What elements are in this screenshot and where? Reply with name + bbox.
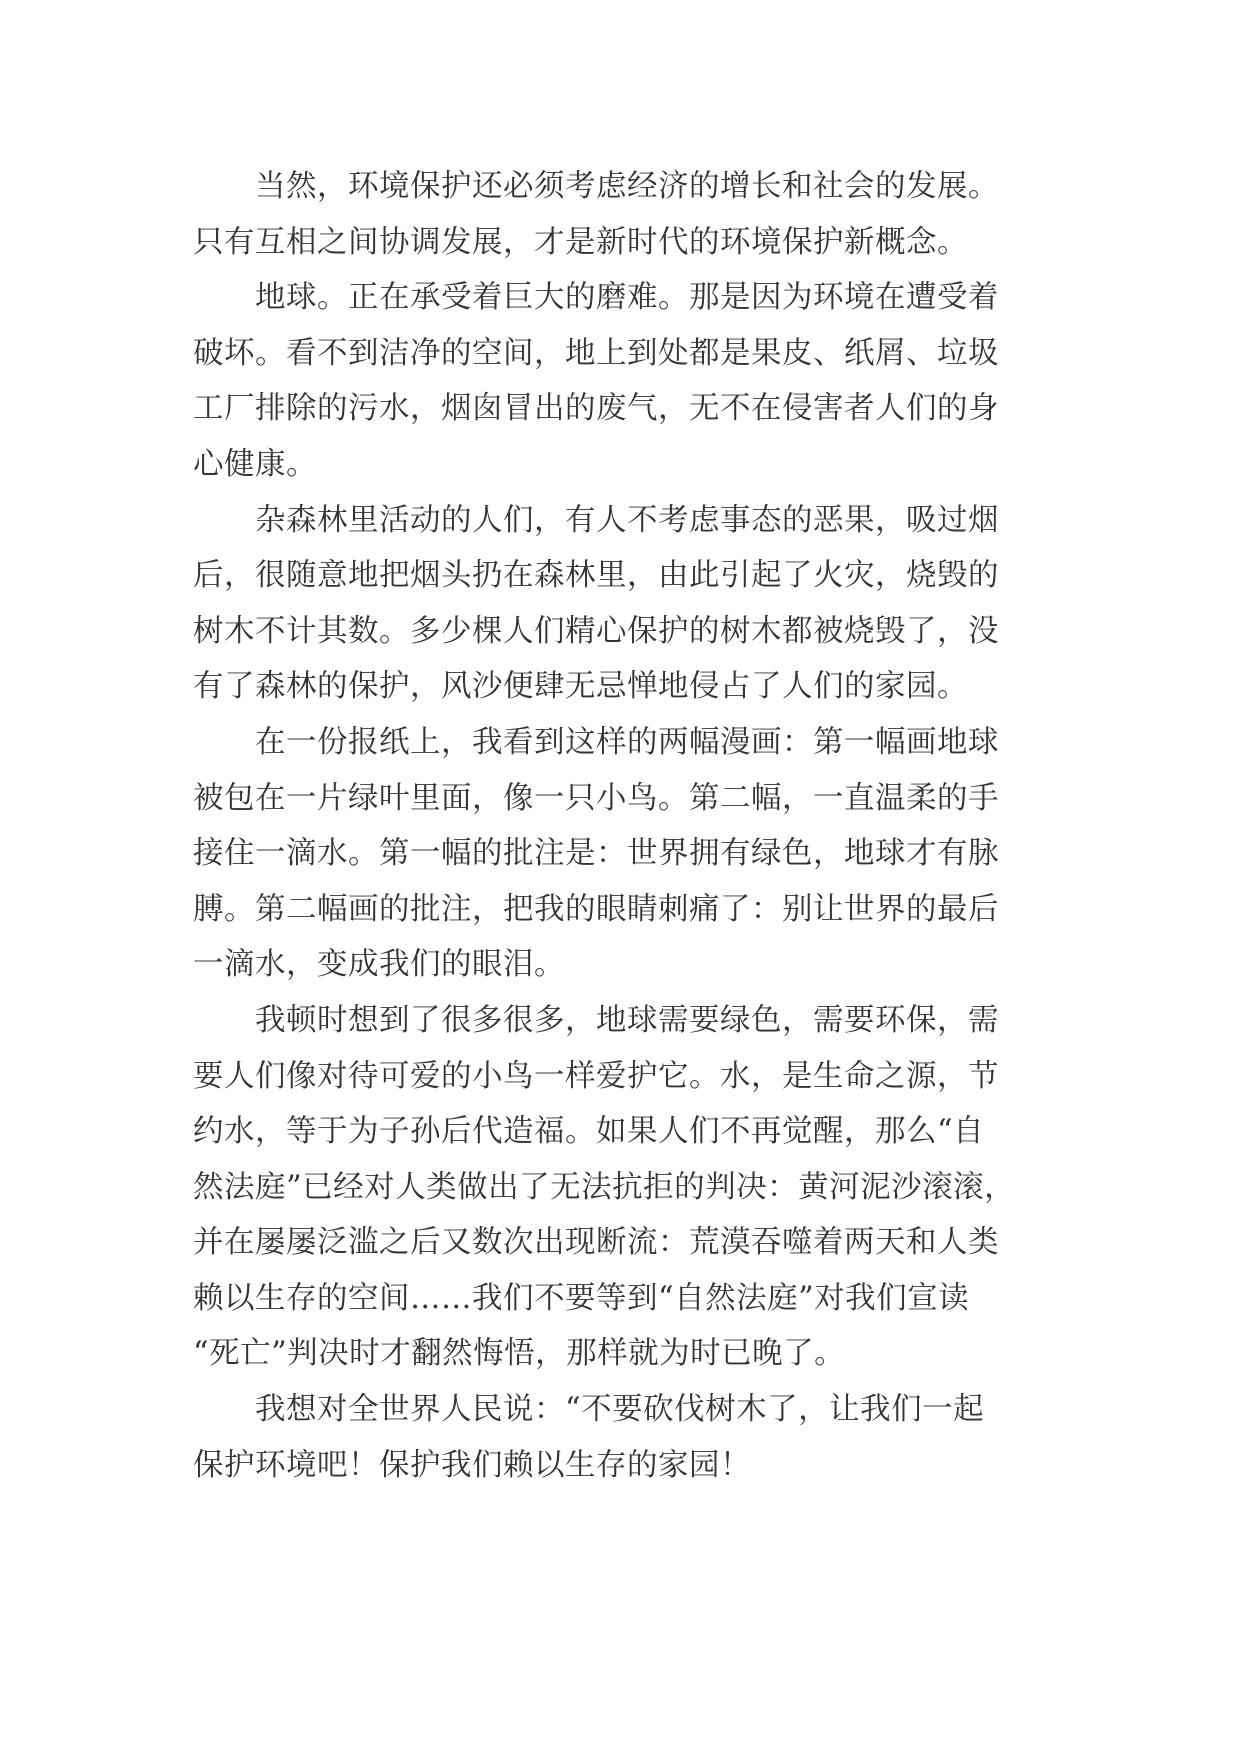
- text-line: 树木不计其数。多少棵人们精心保护的树木都被烧毁了，没: [193, 613, 999, 649]
- essay-body: [193, 159, 1065, 1493]
- text-line: 后，很随意地把烟头扔在森林里，由此引起了火灾，烧毁的: [193, 558, 999, 594]
- text-line: 并在屡屡泛滥之后又数次出现断流：荒漠吞噬着两天和人类: [193, 1225, 999, 1261]
- text-line: 破坏。看不到洁净的空间，地上到处都是果皮、纸屑、垃圾: [193, 335, 999, 371]
- text-line: 一滴水，变成我们的眼泪。: [193, 947, 565, 983]
- text-line: 我想对全世界人民说：“不要砍伐树木了，让我们一起: [193, 1392, 985, 1428]
- text-line: 地球。正在承受着巨大的磨难。那是因为环境在遭受着: [193, 280, 999, 316]
- text-line: 保护环境吧！保护我们赖以生存的家园！: [193, 1447, 751, 1483]
- text-line: 约水，等于为子孙后代造福。如果人们不再觉醒，那么“自: [193, 1114, 985, 1150]
- text-line: 当然，环境保护还必须考虑经济的增长和社会的发展。: [193, 169, 999, 204]
- text-line: 有了森林的保护，风沙便肆无忌惮地侵占了人们的家园。: [193, 669, 968, 705]
- text-line: 我顿时想到了很多很多，地球需要绿色，需要环保，需: [193, 1002, 999, 1038]
- text-line: 接住一滴水。第一幅的批注是：世界拥有绿色，地球才有脉: [193, 836, 999, 872]
- text-line: 杂森林里活动的人们，有人不考虑事态的恶果，吸过烟: [193, 502, 999, 538]
- text-line: 只有互相之间协调发展，才是新时代的环境保护新概念。: [193, 224, 968, 260]
- text-line: 工厂排除的污水，烟囱冒出的废气，无不在侵害者人们的身: [193, 391, 999, 427]
- text-line: 在一份报纸上，我看到这样的两幅漫画：第一幅画地球: [193, 724, 999, 760]
- text-line: 被包在一片绿叶里面，像一只小鸟。第二幅，一直温柔的手: [193, 780, 999, 816]
- text-line: 赖以生存的空间……我们不要等到“自然法庭”对我们宣读: [193, 1280, 970, 1316]
- text-line: 心健康。: [193, 446, 317, 482]
- text-line: “死亡”判决时才翻然悔悟，那样就为时已晚了。: [193, 1336, 846, 1372]
- text-line: 膊。第二幅画的批注，把我的眼睛刺痛了：别让世界的最后: [193, 891, 999, 927]
- text-line: 要人们像对待可爱的小鸟一样爱护它。水，是生命之源，节: [193, 1058, 999, 1094]
- text-line: 然法庭”已经对人类做出了无法抗拒的判决：黄河泥沙滚滚，: [193, 1169, 1016, 1205]
